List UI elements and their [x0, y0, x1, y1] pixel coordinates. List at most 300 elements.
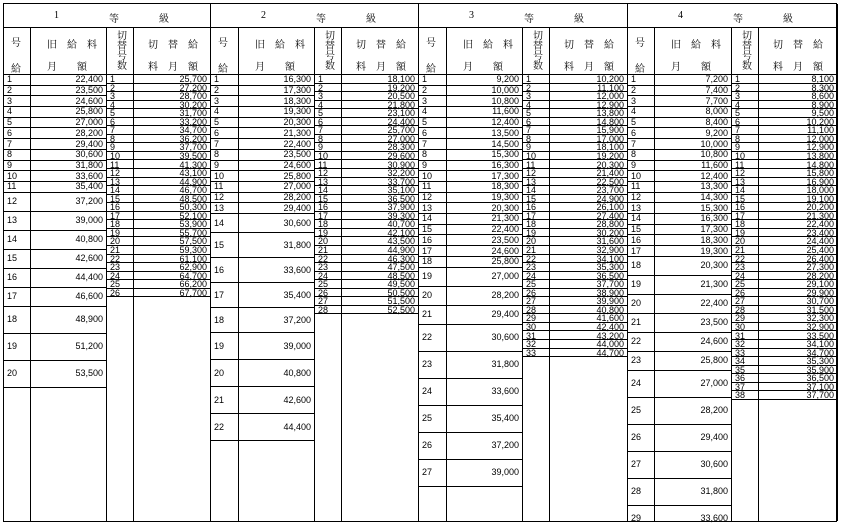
- new-salary-amount: 13,800: [596, 108, 624, 119]
- old-salary-cell: [239, 150, 314, 161]
- old-salary-cell: [447, 268, 522, 287]
- old-step-number: 10: [631, 170, 642, 181]
- grade-label-kyu: 級: [366, 14, 376, 25]
- new-salary-amount: 18,000: [806, 185, 834, 196]
- new-salary-amount: 38,900: [596, 287, 624, 298]
- old-salary-cell: [447, 129, 522, 140]
- old-salary-amount: 27,000: [75, 117, 103, 128]
- old-step-cell: [419, 460, 446, 487]
- old-salary-amount: 44,400: [283, 421, 311, 432]
- old-salary-cell: [31, 118, 106, 129]
- old-salary-amount: 8,400: [705, 117, 728, 128]
- old-step-cell: [628, 506, 654, 525]
- old-salary-cell: [239, 193, 314, 204]
- old-salary-cell: [447, 433, 522, 460]
- column-header: [655, 28, 731, 75]
- old-step-cell: [419, 433, 446, 460]
- old-step-number: 11: [422, 181, 432, 192]
- old-step-cell: [628, 193, 654, 204]
- old-salary-amount: 22,400: [491, 224, 519, 235]
- old-salary-column: [31, 28, 107, 521]
- new-salary-amount: 40,800: [596, 304, 624, 315]
- new-step-number: 9: [526, 142, 532, 153]
- old-salary-amount: 25,800: [491, 256, 519, 267]
- old-salary-amount: 33,600: [75, 170, 103, 181]
- new-step-number: 2: [110, 82, 116, 93]
- new-step-number: 29: [526, 313, 537, 324]
- new-salary-amount: 36,500: [806, 373, 834, 384]
- new-salary-amount: 17,000: [596, 133, 624, 144]
- new-step-number: 11: [735, 159, 745, 170]
- new-salary-amount: 57,500: [179, 236, 207, 247]
- old-salary-cell: [655, 276, 731, 295]
- new-step-number: 8: [318, 133, 324, 144]
- old-step-cell: [211, 161, 238, 172]
- old-salary-cell: [655, 295, 731, 314]
- old-salary-amount: 15,300: [700, 202, 728, 213]
- old-step-number: 10: [7, 170, 18, 181]
- new-salary-amount: 10,200: [596, 74, 624, 84]
- new-salary-amount: 44,900: [179, 176, 207, 187]
- old-step-cell: [628, 150, 654, 161]
- old-step-number: 15: [7, 253, 18, 264]
- old-salary-cell: [655, 479, 731, 506]
- new-step-number: 26: [318, 287, 329, 298]
- old-salary-amount: 23,500: [283, 149, 311, 160]
- new-salary-amount: 47,500: [387, 262, 415, 273]
- old-salary-cell: [31, 161, 106, 172]
- old-step-header-bottom: 給: [635, 64, 645, 75]
- old-salary-cell: [239, 161, 314, 172]
- old-salary-header-bottom: 月 額: [463, 62, 503, 73]
- new-salary-amount: 52,500: [387, 304, 415, 315]
- old-salary-cell: [447, 118, 522, 129]
- old-salary-cell: [655, 452, 731, 479]
- new-salary-amount: 34,700: [179, 125, 207, 136]
- old-step-number: 18: [214, 314, 225, 325]
- old-salary-cell: [655, 236, 731, 247]
- old-step-cell: [419, 352, 446, 379]
- old-step-header-top: 号: [218, 38, 228, 49]
- old-step-number: 1: [7, 74, 13, 85]
- new-step-number: 21: [735, 245, 746, 255]
- old-step-number: 18: [422, 256, 433, 267]
- old-salary-cell: [31, 129, 106, 140]
- old-step-cell: [628, 118, 654, 129]
- old-step-number: 7: [422, 138, 428, 149]
- new-salary-amount: 8,300: [811, 82, 834, 93]
- new-step-number: 8: [526, 133, 532, 144]
- new-salary-amount: 43,500: [387, 236, 415, 247]
- grade-label-to: 等: [733, 14, 743, 25]
- new-salary-cell: [342, 306, 418, 315]
- old-salary-amount: 30,600: [75, 149, 103, 160]
- new-salary-amount: 21,300: [806, 210, 834, 221]
- new-step-number: 31: [526, 330, 537, 341]
- old-step-column: [419, 28, 447, 521]
- old-step-cell: [211, 129, 238, 140]
- new-step-number: 23: [318, 262, 329, 273]
- old-salary-cell: [655, 352, 731, 371]
- old-salary-amount: 53,500: [75, 368, 103, 379]
- old-step-number: 22: [214, 421, 225, 432]
- new-salary-amount: 32,300: [806, 313, 834, 324]
- old-salary-amount: 10,800: [491, 95, 519, 106]
- old-salary-cell: [31, 334, 106, 361]
- old-step-cell: [628, 225, 654, 236]
- old-step-number: 13: [631, 202, 642, 213]
- new-salary-amount: 37,700: [806, 390, 834, 401]
- new-step-number: 12: [318, 168, 329, 179]
- old-step-number: 19: [7, 341, 18, 352]
- new-salary-amount: 31,600: [596, 236, 624, 247]
- old-salary-amount: 23,500: [75, 85, 103, 96]
- old-salary-amount: 29,400: [491, 309, 519, 320]
- column-header: [447, 28, 522, 75]
- old-salary-cell: [239, 333, 314, 360]
- old-salary-amount: 22,400: [700, 298, 728, 309]
- old-step-number: 13: [7, 215, 18, 226]
- old-salary-cell: [31, 269, 106, 288]
- new-step-number: 16: [318, 202, 329, 213]
- new-salary-amount: 23,100: [387, 108, 415, 119]
- new-salary-amount: 46,300: [387, 253, 415, 264]
- old-step-number: 4: [422, 106, 428, 117]
- new-salary-amount: 24,900: [596, 193, 624, 204]
- old-salary-amount: 19,300: [491, 192, 519, 203]
- new-salary-cell: [134, 289, 210, 298]
- new-step-number: 20: [735, 236, 746, 247]
- old-step-number: 3: [631, 95, 637, 106]
- old-step-number: 17: [631, 245, 642, 256]
- old-step-cell: [419, 306, 446, 325]
- old-step-cell: [211, 387, 238, 414]
- old-step-cell: [628, 425, 654, 452]
- new-step-number: 24: [526, 270, 537, 281]
- new-salary-amount: 34,100: [806, 339, 834, 350]
- new-step-number: 11: [318, 159, 328, 170]
- new-step-number: 6: [318, 116, 324, 127]
- new-step-number: 25: [318, 279, 329, 290]
- old-step-number: 2: [631, 85, 637, 96]
- new-step-number: 21: [110, 245, 121, 255]
- new-step-number: 16: [526, 202, 537, 213]
- old-step-number: 17: [422, 245, 433, 256]
- new-step-number: 13: [318, 176, 329, 187]
- new-salary-header-top: 切 替 給: [564, 40, 614, 51]
- new-step-number: 1: [318, 74, 324, 84]
- old-salary-amount: 27,000: [491, 271, 519, 282]
- new-salary-header-top: 切 替 給: [356, 40, 406, 51]
- old-salary-cell: [239, 214, 314, 233]
- old-salary-cell: [447, 193, 522, 204]
- old-step-cell: [419, 287, 446, 306]
- new-salary-amount: 9,500: [811, 108, 834, 119]
- old-step-cell: [211, 193, 238, 204]
- new-salary-amount: 11,100: [807, 125, 834, 136]
- old-salary-cell: [655, 257, 731, 276]
- column-header: [342, 28, 418, 75]
- column-header: [419, 28, 446, 75]
- old-step-cell: [419, 225, 446, 236]
- new-salary-amount: 44,000: [596, 339, 624, 350]
- old-step-number: 6: [214, 127, 220, 138]
- column-header: [732, 28, 758, 75]
- grade-label-kyu: 級: [159, 14, 169, 25]
- new-step-cell: [523, 349, 549, 358]
- old-step-number: 12: [7, 196, 18, 207]
- old-salary-amount: 7,400: [705, 85, 728, 96]
- old-salary-amount: 30,600: [700, 459, 728, 470]
- new-salary-amount: 8,100: [811, 74, 834, 84]
- new-step-number: 22: [526, 253, 537, 264]
- old-salary-amount: 25,800: [283, 170, 311, 181]
- old-salary-header-bottom: 月 額: [671, 62, 711, 73]
- new-salary-amount: 39,500: [179, 150, 207, 161]
- new-step-number: 14: [318, 185, 329, 196]
- new-salary-amount: 11,100: [597, 82, 624, 93]
- old-step-cell: [628, 257, 654, 276]
- new-salary-column: [342, 28, 419, 521]
- salary-conversion-table: [3, 3, 837, 522]
- new-salary-amount: 62,900: [179, 262, 207, 273]
- old-step-number: 14: [214, 217, 225, 228]
- grade-header: [628, 4, 838, 28]
- old-step-cell: [419, 325, 446, 352]
- old-step-number: 16: [422, 234, 433, 245]
- old-step-number: 1: [214, 74, 220, 85]
- old-step-cell: [628, 236, 654, 247]
- old-step-number: 6: [422, 127, 428, 138]
- old-salary-amount: 35,400: [75, 181, 103, 192]
- old-salary-cell: [655, 193, 731, 204]
- new-salary-amount: 12,900: [806, 142, 834, 153]
- old-step-number: 19: [214, 340, 225, 351]
- new-step-number: 5: [110, 108, 116, 119]
- new-salary-amount: 35,900: [806, 364, 834, 375]
- old-salary-amount: 10,800: [700, 149, 728, 160]
- new-step-header: 切替号数: [322, 30, 334, 70]
- new-step-number: 26: [110, 287, 121, 298]
- old-step-number: 7: [631, 138, 637, 149]
- new-salary-amount: 33,200: [179, 116, 207, 127]
- old-step-number: 8: [7, 149, 13, 160]
- old-step-number: 23: [631, 355, 642, 366]
- new-step-number: 20: [526, 236, 537, 247]
- new-salary-amount: 61,100: [179, 253, 207, 264]
- old-step-number: 10: [422, 170, 433, 181]
- old-step-cell: [628, 129, 654, 140]
- new-step-number: 25: [110, 279, 121, 290]
- new-salary-amount: 25,700: [179, 74, 207, 84]
- old-salary-amount: 25,800: [700, 355, 728, 366]
- old-step-cell: [419, 129, 446, 140]
- new-step-number: 17: [110, 210, 121, 221]
- new-step-number: 27: [526, 296, 537, 307]
- new-salary-amount: 28,300: [387, 142, 415, 153]
- old-salary-amount: 9,200: [705, 127, 728, 138]
- new-step-number: 26: [735, 287, 746, 298]
- grade-label-to: 等: [524, 14, 534, 25]
- old-step-column: [628, 28, 655, 524]
- new-salary-amount: 30,700: [806, 296, 834, 307]
- old-step-cell: [419, 379, 446, 406]
- old-salary-amount: 10,000: [700, 138, 728, 149]
- old-salary-cell: [447, 236, 522, 247]
- old-step-number: 11: [214, 181, 224, 192]
- old-salary-cell: [655, 425, 731, 452]
- old-salary-cell: [447, 460, 522, 487]
- new-step-number: 30: [526, 321, 537, 332]
- grade-label-to: 等: [109, 14, 119, 25]
- old-step-cell: [4, 161, 30, 172]
- old-step-number: 3: [422, 95, 428, 106]
- new-salary-amount: 36,200: [179, 133, 207, 144]
- old-step-cell: [419, 236, 446, 247]
- old-step-cell: [628, 246, 654, 257]
- grade-label-kyu: 級: [783, 14, 793, 25]
- new-salary-header-bottom: 料 月 額: [564, 62, 614, 73]
- new-step-number: 19: [735, 227, 746, 238]
- new-salary-amount: 49,500: [387, 279, 415, 290]
- new-step-number: 4: [526, 99, 532, 110]
- new-step-cell: [732, 391, 758, 400]
- new-step-number: 29: [735, 313, 746, 324]
- old-salary-amount: 21,300: [700, 279, 728, 290]
- new-step-number: 13: [735, 176, 746, 187]
- old-step-number: 27: [631, 459, 642, 470]
- new-salary-amount: 19,100: [806, 193, 834, 204]
- old-step-number: 27: [422, 467, 433, 478]
- old-salary-amount: 16,300: [491, 159, 519, 170]
- new-salary-amount: 8,600: [811, 91, 834, 102]
- old-step-cell: [4, 288, 30, 307]
- old-salary-amount: 24,600: [283, 159, 311, 170]
- new-step-number: 28: [735, 304, 746, 315]
- old-salary-amount: 37,200: [491, 440, 519, 451]
- new-step-number: 19: [318, 227, 329, 238]
- old-step-cell: [419, 161, 446, 172]
- old-salary-cell: [239, 258, 314, 283]
- old-step-cell: [211, 86, 238, 97]
- old-salary-amount: 7,700: [705, 95, 728, 106]
- old-step-number: 20: [214, 367, 225, 378]
- new-salary-amount: 20,500: [387, 91, 415, 102]
- old-salary-cell: [655, 118, 731, 129]
- new-salary-amount: 50,300: [179, 202, 207, 213]
- old-salary-amount: 10,000: [491, 85, 519, 96]
- old-salary-amount: 28,200: [75, 127, 103, 138]
- old-salary-cell: [31, 212, 106, 231]
- old-salary-amount: 25,800: [75, 106, 103, 117]
- old-salary-amount: 42,600: [75, 253, 103, 264]
- new-salary-amount: 48,500: [387, 270, 415, 281]
- new-step-number: 20: [318, 236, 329, 247]
- column-header: [134, 28, 210, 75]
- new-step-number: 18: [318, 219, 329, 230]
- new-step-number: 21: [318, 245, 329, 255]
- new-salary-amount: 52,100: [179, 210, 207, 221]
- old-salary-column: [239, 28, 315, 521]
- old-salary-cell: [447, 352, 522, 379]
- old-step-number: 26: [422, 440, 433, 451]
- old-salary-cell: [31, 361, 106, 388]
- new-salary-amount: 28,700: [179, 91, 207, 102]
- old-salary-amount: 13,300: [700, 181, 728, 192]
- new-step-number: 3: [735, 91, 741, 102]
- old-salary-amount: 29,400: [283, 202, 311, 213]
- new-salary-amount: 40,700: [387, 219, 415, 230]
- old-salary-amount: 29,400: [700, 432, 728, 443]
- old-step-number: 5: [7, 117, 13, 128]
- old-salary-amount: 19,300: [283, 106, 311, 117]
- old-step-number: 14: [631, 213, 642, 224]
- new-salary-amount: 44,700: [596, 347, 624, 358]
- new-step-number: 5: [318, 108, 324, 119]
- new-salary-amount: 13,800: [806, 150, 834, 161]
- old-step-number: 9: [214, 159, 220, 170]
- old-step-number: 3: [214, 95, 220, 106]
- new-salary-amount: 29,600: [387, 150, 415, 161]
- old-salary-column: [655, 28, 732, 524]
- new-step-number: 1: [110, 74, 116, 84]
- old-salary-cell: [239, 129, 314, 140]
- old-step-cell: [211, 214, 238, 233]
- new-step-number: 12: [735, 168, 746, 179]
- new-salary-amount: 22,400: [806, 219, 834, 230]
- old-step-cell: [419, 406, 446, 433]
- new-step-number: 36: [735, 373, 746, 384]
- old-step-cell: [628, 295, 654, 314]
- old-step-header-bottom: 給: [218, 64, 228, 75]
- old-salary-cell: [31, 86, 106, 97]
- old-salary-cell: [239, 203, 314, 214]
- new-step-number: 8: [735, 133, 741, 144]
- old-salary-cell: [655, 398, 731, 425]
- old-step-number: 19: [422, 271, 433, 282]
- new-salary-amount: 34,700: [806, 347, 834, 358]
- old-step-number: 17: [7, 291, 18, 302]
- new-salary-header-bottom: 料 月 額: [356, 62, 406, 73]
- old-salary-amount: 30,600: [491, 332, 519, 343]
- new-step-number: 30: [735, 321, 746, 332]
- new-salary-amount: 23,700: [596, 185, 624, 196]
- new-salary-amount: 12,000: [806, 133, 834, 144]
- old-salary-amount: 28,200: [491, 290, 519, 301]
- new-step-number: 9: [110, 142, 116, 153]
- old-salary-amount: 19,300: [700, 245, 728, 256]
- new-step-number: 38: [735, 390, 746, 401]
- old-step-number: 13: [214, 202, 225, 213]
- old-salary-cell: [239, 414, 314, 441]
- old-salary-amount: 24,600: [75, 95, 103, 106]
- new-step-number: 12: [526, 168, 537, 179]
- new-step-number: 6: [526, 116, 532, 127]
- old-step-number: 7: [7, 138, 13, 149]
- new-step-number: 3: [318, 91, 324, 102]
- new-salary-amount: 32,900: [596, 245, 624, 255]
- old-salary-header-bottom: 月 額: [255, 62, 295, 73]
- column-header: [4, 28, 30, 75]
- old-step-cell: [211, 233, 238, 258]
- old-salary-amount: 16,300: [700, 213, 728, 224]
- new-salary-amount: 43,200: [596, 330, 624, 341]
- new-step-number: 9: [735, 142, 741, 153]
- old-step-number: 24: [422, 386, 433, 397]
- new-salary-amount: 33,700: [387, 176, 415, 187]
- new-step-number: 13: [110, 176, 121, 187]
- old-step-number: 8: [631, 149, 637, 160]
